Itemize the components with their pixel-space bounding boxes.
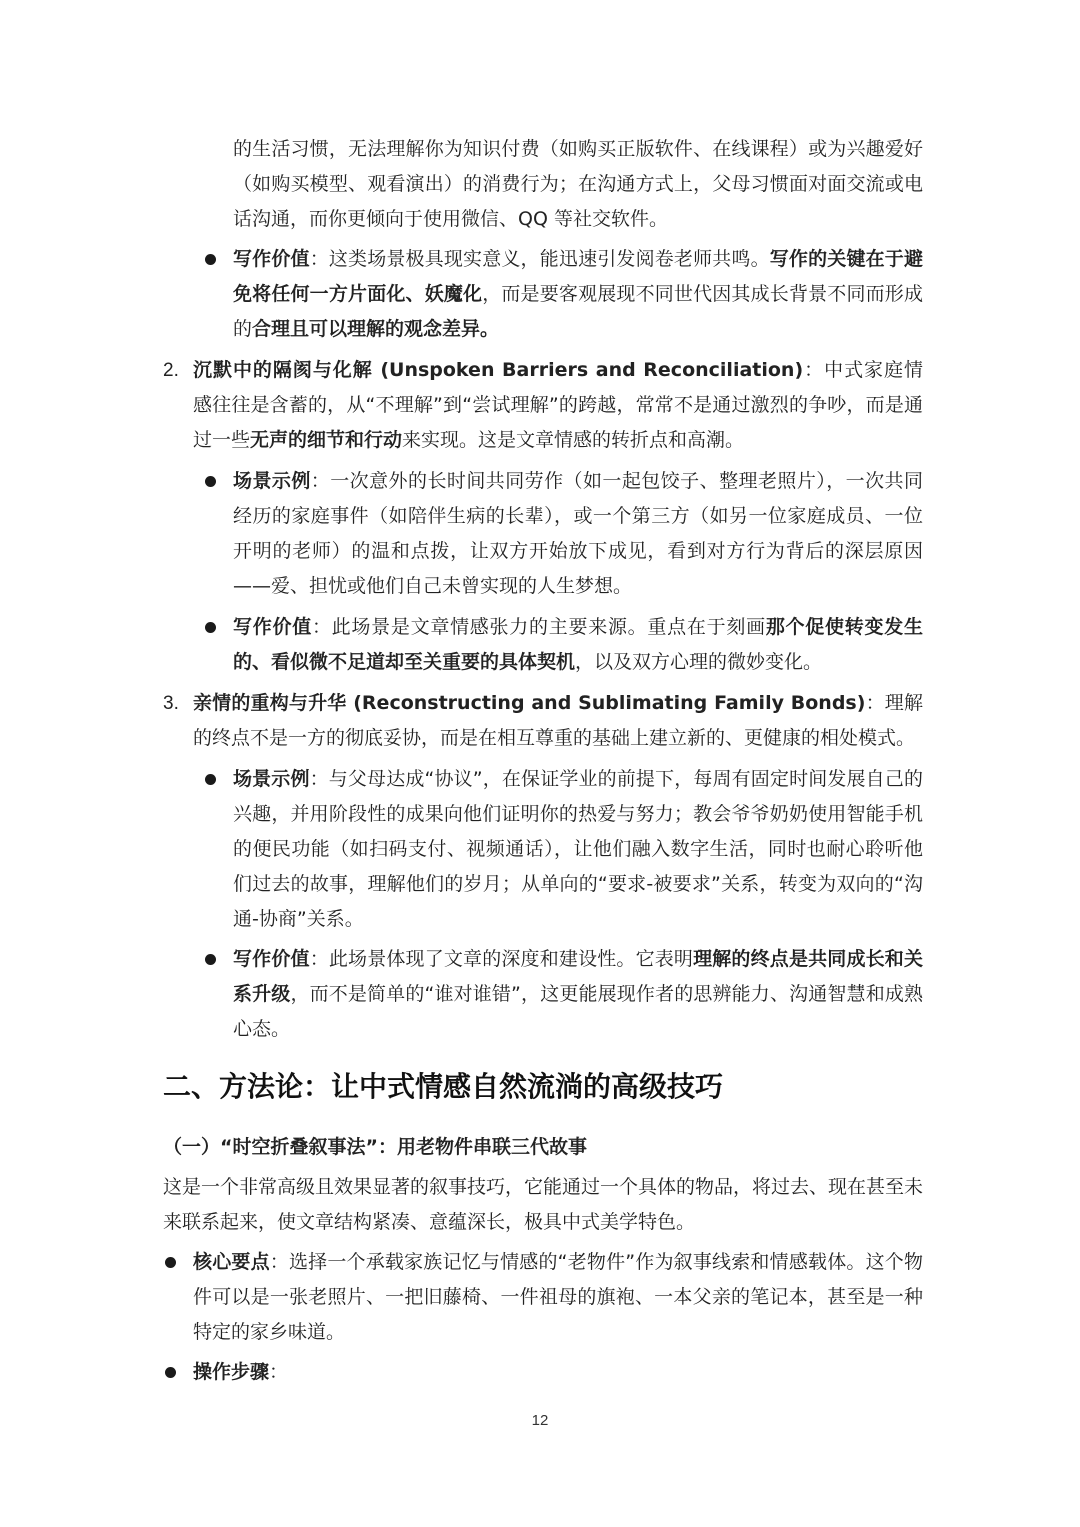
bullet-writing-value-1: 写作价值：这类场景极具现实意义，能迅速引发阅卷老师共鸣。写作的关键在于避免将任何一方片面化、妖魔化，而是要客观展现不同世代因其成长背景不同而形成的合理且可以理解的观念差异。 (233, 248, 923, 340)
item-text: 来实现。这是文章情感的转折点和高潮。 (402, 429, 745, 451)
bullet-text: ，而是要客观展现不同世代因其成长背景不同而形成的 (233, 283, 923, 340)
bullet-dot-icon (205, 254, 216, 265)
bullet-writing-value-3: 写作价值：此场景体现了文章的深度和建设性。它表明理解的终点是共同成长和关系升级，而不是简单的“谁对谁错”，这更能展现作者的思辨能力、沟通智慧和成熟心态。 (233, 948, 923, 1040)
numbered-item-2: 沉默中的隔阂与化解 (Unspoken Barriers and Reconciliation)：中式家庭情感往往是含蓄的，从“不理解”到“尝试理解”的跨越，常常不是通过激烈的争吵，而是通过一些无声的细节和行动来实现。这是文章情感的转折点和高潮。 (193, 359, 923, 451)
continuation-paragraph (233, 132, 923, 237)
numbered-item-3: 亲情的重构与升华 (Reconstructing and Sublimating Family Bonds)：理解的终点不是一方的彻底妥协，而是在相互尊重的基础上建立新的、更健康的相处模式。 (193, 692, 923, 749)
bullet-label: 场景示例 (233, 470, 311, 492)
section-heading: 二、方法论：让中式情感自然流淌的高级技巧 (163, 1070, 724, 1103)
bullet-dot-icon (165, 1367, 176, 1378)
bullet-dot-icon (165, 1257, 176, 1268)
bullet-label: 场景示例 (233, 768, 310, 790)
bullet-label: 写作价值 (233, 616, 312, 638)
list-number: 3. (163, 693, 179, 714)
bullet-emphasis: 写作的关键在于避免将任何一方片面化、妖魔化 (233, 248, 923, 305)
item-emphasis: 无声的细节和行动 (250, 429, 403, 451)
bullet-core-points: 核心要点：选择一个承载家族记忆与情感的“老物件”作为叙事线索和情感载体。这个物件可以是一张老照片、一把旧藤椅、一件祖母的旗袍、一本父亲的笔记本，甚至是一种特定的家乡味道。 (193, 1251, 923, 1343)
bullet-emphasis: 理解的终点是共同成长和关系升级 (233, 948, 923, 1005)
bullet-dot-icon (205, 774, 216, 785)
bullet-scene-example-2: 场景示例：一次意外的长时间共同劳作（如一起包饺子、整理老照片），一次共同经历的家庭事件（如陪伴生病的长辈），或一个第三方（如另一位家庭成员、一位开明的老师）的温和点拨，让双方开始放下成见，看到对方行为背后的深层原因——爱、担忧或他们自己未曾实现的人生梦想。 (233, 470, 923, 597)
bullet-scene-example-3: 场景示例：与父母达成“协议”，在保证学业的前提下，每周有固定时间发展自己的兴趣，并用阶段性的成果向他们证明你的热爱与努力；教会爷爷奶奶使用智能手机的便民功能（如扫码支付、视频通话），让他们融入数字生活，同时也耐心聆听他们过去的故事，理解他们的岁月；从单向的“要求-被要求”关系，转变为双向的“沟通-协商”关系。 (233, 768, 923, 930)
bullet-text: 此场景是文章情感张力的主要来源。重点在于刻画 (331, 616, 766, 638)
bullet-dot-icon (205, 476, 216, 487)
bullet-emphasis: 合理且可以理解的观念差异。 (252, 318, 500, 340)
bullet-text: 与父母达成“协议”，在保证学业的前提下，每周有固定时间发展自己的兴趣，并用阶段性的成果向他们证明你的热爱与努力；教会爷爷奶奶使用智能手机的便民功能（如扫码支付、视频通话），让他们融入数字生活，同时也耐心聆听他们过去的故事，理解他们的岁月；从单向的“要求-被要求”关系，转变为双向的“沟通-协商”关系。 (233, 768, 923, 930)
bullet-label: 操作步骤 (193, 1361, 270, 1383)
bullet-text: 这类场景极具现实意义，能迅速引发阅卷老师共鸣。 (328, 248, 770, 270)
bullet-label: 写作价值 (233, 248, 310, 270)
bullet-operation-steps: 操作步骤： (193, 1361, 289, 1383)
item-text: 中式家庭情感往往是含蓄的，从“不理解”到“尝试理解”的跨越，常常不是通过激烈的争吵，而是通过一些 (193, 359, 923, 451)
bullet-label: 写作价值 (233, 948, 310, 970)
intro-paragraph (163, 1170, 923, 1240)
continuation-text: 的生活习惯，无法理解你为知识付费（如购买正版软件、在线课程）或为兴趣爱好（如购买模型、观看演出）的消费行为；在沟通方式上，父母习惯面对面交流或电话沟通，而你更倾向于使用微信、QQ 等社交软件。 (233, 138, 923, 230)
bullet-emphasis: 那个促使转变发生的、看似微不足道却至关重要的具体契机 (233, 616, 923, 673)
subsection-heading: （一）“时空折叠叙事法”：用老物件串联三代故事 (163, 1136, 587, 1158)
bullet-dot-icon (205, 954, 216, 965)
list-number: 2. (163, 360, 179, 381)
bullet-dot-icon (205, 622, 216, 633)
page-number: 12 (531, 1412, 549, 1429)
bullet-text: ，以及双方心理的微妙变化。 (575, 651, 823, 673)
bullet-text: ，而不是简单的“谁对谁错”，这更能展现作者的思辨能力、沟通智慧和成熟心态。 (233, 983, 923, 1040)
item-text: 理解的终点不是一方的彻底妥协，而是在相互尊重的基础上建立新的、更健康的相处模式。 (193, 692, 923, 749)
item-title: 亲情的重构与升华 (Reconstructing and Sublimating Family Bonds) (193, 692, 866, 714)
item-title: 沉默中的隔阂与化解 (Unspoken Barriers and Reconciliation) (193, 359, 804, 381)
intro-text: 这是一个非常高级且效果显著的叙事技巧，它能通过一个具体的物品，将过去、现在甚至未来联系起来，使文章结构紧凑、意蕴深长，极具中式美学特色。 (163, 1176, 924, 1233)
bullet-label: 核心要点 (193, 1251, 270, 1273)
bullet-text: 选择一个承载家族记忆与情感的“老物件”作为叙事线索和情感载体。这个物件可以是一张老照片、一把旧藤椅、一件祖母的旗袍、一本父亲的笔记本，甚至是一种特定的家乡味道。 (193, 1251, 923, 1343)
bullet-text: 此场景体现了文章的深度和建设性。它表明 (328, 948, 694, 970)
bullet-text: 一次意外的长时间共同劳作（如一起包饺子、整理老照片），一次共同经历的家庭事件（如陪伴生病的长辈），或一个第三方（如另一位家庭成员、一位开明的老师）的温和点拨，让双方开始放下成见，看到对方行为背后的深层原因——爱、担忧或他们自己未曾实现的人生梦想。 (233, 470, 923, 597)
bullet-writing-value-2: 写作价值：此场景是文章情感张力的主要来源。重点在于刻画那个促使转变发生的、看似微不足道却至关重要的具体契机，以及双方心理的微妙变化。 (233, 616, 923, 673)
